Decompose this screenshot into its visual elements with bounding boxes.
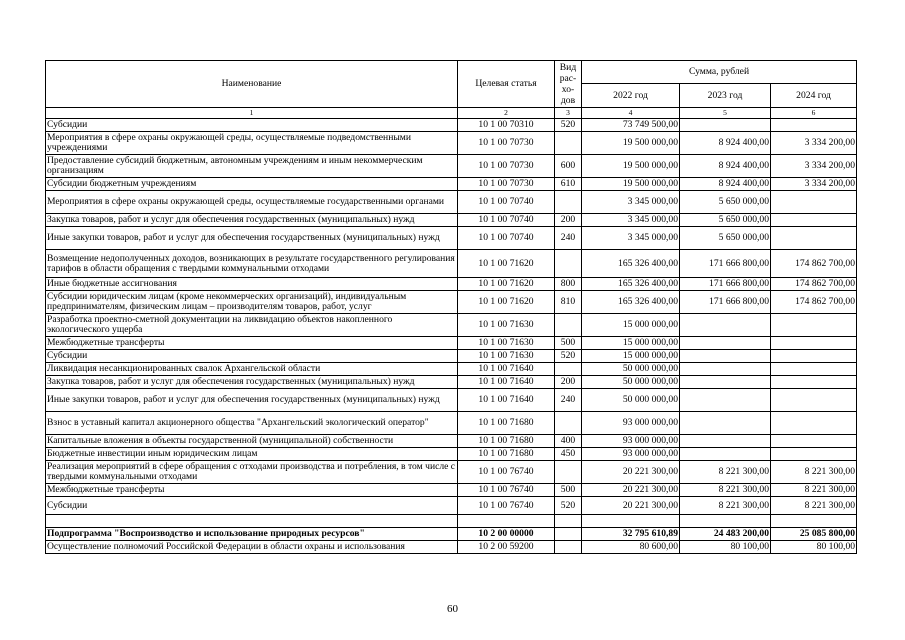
table-row	[46, 250, 857, 278]
row-name: Иные закупки товаров, работ и услуг для обеспечения государственных (муниципальных) нужд	[46, 227, 458, 250]
row-expense-type	[555, 250, 582, 278]
row-amount-2022: 165 326 400,00	[582, 278, 680, 291]
table-row	[46, 448, 857, 461]
row-amount-2024	[771, 389, 857, 412]
row-name: Закупка товаров, работ и услуг для обеспечения государственных (муниципальных) нужд	[46, 376, 458, 389]
row-target-code: 10 1 00 71640	[458, 363, 555, 376]
column-number: 3	[555, 108, 582, 119]
row-expense-type: 520	[555, 350, 582, 363]
row-name	[46, 515, 458, 528]
row-amount-2022: 19 500 000,00	[582, 178, 680, 191]
row-amount-2024	[771, 314, 857, 337]
row-name: Мероприятия в сфере охраны окружающей среды, осуществляемые подведомственными учреждениями	[46, 132, 458, 155]
row-expense-type: 200	[555, 376, 582, 389]
row-amount-2022: 19 500 000,00	[582, 132, 680, 155]
row-amount-2022: 80 600,00	[582, 541, 680, 554]
row-amount-2022: 15 000 000,00	[582, 350, 680, 363]
row-amount-2024: 25 085 800,00	[771, 528, 857, 541]
row-expense-type	[555, 191, 582, 214]
row-amount-2023: 5 650 000,00	[680, 227, 771, 250]
row-amount-2023: 171 666 800,00	[680, 278, 771, 291]
row-name: Закупка товаров, работ и услуг для обеспечения государственных (муниципальных) нужд	[46, 214, 458, 227]
row-amount-2023	[680, 314, 771, 337]
row-expense-type: 610	[555, 178, 582, 191]
row-target-code: 10 1 00 71680	[458, 448, 555, 461]
row-amount-2023: 8 221 300,00	[680, 497, 771, 515]
row-amount-2022: 93 000 000,00	[582, 412, 680, 435]
row-target-code: 10 1 00 70310	[458, 119, 555, 132]
table-row	[46, 314, 857, 337]
row-name: Бюджетные инвестиции иным юридическим лицам	[46, 448, 458, 461]
row-amount-2023	[680, 337, 771, 350]
row-amount-2023: 8 221 300,00	[680, 461, 771, 484]
row-name: Возмещение недополученных доходов, возникающих в результате государственного регулирования тарифов в области обращения с твердыми коммунальными отходами	[46, 250, 458, 278]
row-amount-2023: 5 650 000,00	[680, 191, 771, 214]
table-row	[46, 363, 857, 376]
row-amount-2024	[771, 435, 857, 448]
row-amount-2024: 174 862 700,00	[771, 250, 857, 278]
row-amount-2023: 8 221 300,00	[680, 484, 771, 497]
row-amount-2023	[680, 435, 771, 448]
column-number: 6	[771, 108, 857, 119]
row-expense-type: 500	[555, 337, 582, 350]
row-expense-type: 240	[555, 227, 582, 250]
row-expense-type: 520	[555, 497, 582, 515]
table-row	[46, 435, 857, 448]
row-expense-type: 800	[555, 278, 582, 291]
row-name: Субсидии	[46, 350, 458, 363]
row-amount-2024	[771, 227, 857, 250]
table-row-subprogram	[46, 528, 857, 541]
table-row	[46, 412, 857, 435]
table-row	[46, 376, 857, 389]
table-row	[46, 484, 857, 497]
row-name: Ликвидация несанкционированных свалок Архангельской области	[46, 363, 458, 376]
row-target-code: 10 1 00 71620	[458, 278, 555, 291]
row-amount-2022: 3 345 000,00	[582, 227, 680, 250]
row-target-code: 10 1 00 71630	[458, 314, 555, 337]
header-year-2023: 2023 год	[680, 84, 771, 108]
row-amount-2024	[771, 363, 857, 376]
row-expense-type	[555, 314, 582, 337]
row-expense-type: 240	[555, 389, 582, 412]
row-name: Иные закупки товаров, работ и услуг для обеспечения государственных (муниципальных) нужд	[46, 389, 458, 412]
row-amount-2024: 8 221 300,00	[771, 484, 857, 497]
row-target-code: 10 1 00 71680	[458, 435, 555, 448]
row-expense-type: 600	[555, 155, 582, 178]
row-amount-2024	[771, 119, 857, 132]
row-target-code: 10 2 00 00000	[458, 528, 555, 541]
row-amount-2022: 93 000 000,00	[582, 435, 680, 448]
row-amount-2023: 5 650 000,00	[680, 214, 771, 227]
row-amount-2024: 3 334 200,00	[771, 155, 857, 178]
row-name: Реализация мероприятий в сфере обращения с отходами производства и потребления, в том числе с твердыми коммунальными отходами	[46, 461, 458, 484]
row-amount-2024: 80 100,00	[771, 541, 857, 554]
row-amount-2022: 165 326 400,00	[582, 250, 680, 278]
row-target-code: 10 1 00 71630	[458, 337, 555, 350]
row-amount-2023	[680, 119, 771, 132]
row-amount-2023: 8 924 400,00	[680, 178, 771, 191]
row-amount-2022: 19 500 000,00	[582, 155, 680, 178]
column-numbers-row	[46, 108, 857, 119]
row-name: Взнос в уставный капитал акционерного общества "Архангельский экологический оператор"	[46, 412, 458, 435]
table-row	[46, 132, 857, 155]
column-number: 2	[458, 108, 555, 119]
row-target-code: 10 1 00 70730	[458, 155, 555, 178]
row-target-code: 10 1 00 70740	[458, 191, 555, 214]
row-amount-2024	[771, 337, 857, 350]
row-target-code	[458, 515, 555, 528]
row-amount-2022: 20 221 300,00	[582, 484, 680, 497]
row-target-code: 10 1 00 71620	[458, 291, 555, 314]
row-amount-2023: 8 924 400,00	[680, 155, 771, 178]
page-number: 60	[447, 603, 458, 615]
row-expense-type: 520	[555, 119, 582, 132]
row-amount-2022: 3 345 000,00	[582, 214, 680, 227]
row-amount-2023	[680, 448, 771, 461]
row-expense-type: 450	[555, 448, 582, 461]
row-amount-2023	[680, 515, 771, 528]
row-amount-2023: 80 100,00	[680, 541, 771, 554]
table-row-empty	[46, 515, 857, 528]
row-amount-2022: 50 000 000,00	[582, 376, 680, 389]
row-amount-2024: 3 334 200,00	[771, 132, 857, 155]
column-number: 5	[680, 108, 771, 119]
row-target-code: 10 1 00 70730	[458, 132, 555, 155]
row-name: Осуществление полномочий Российской Федерации в области охраны и использования	[46, 541, 458, 554]
row-amount-2023: 24 483 200,00	[680, 528, 771, 541]
table-row	[46, 461, 857, 484]
row-amount-2023	[680, 363, 771, 376]
row-amount-2023	[680, 389, 771, 412]
row-amount-2024	[771, 214, 857, 227]
column-number: 4	[582, 108, 680, 119]
row-name: Мероприятия в сфере охраны окружающей среды, осуществляемые государственными органами	[46, 191, 458, 214]
row-name: Межбюджетные трансферты	[46, 484, 458, 497]
header-target-article: Целевая статья	[458, 61, 555, 108]
table-row	[46, 214, 857, 227]
row-amount-2024: 174 862 700,00	[771, 291, 857, 314]
row-amount-2022: 50 000 000,00	[582, 363, 680, 376]
row-amount-2024: 8 221 300,00	[771, 461, 857, 484]
row-amount-2022: 15 000 000,00	[582, 337, 680, 350]
row-name: Субсидии бюджетным учреждениям	[46, 178, 458, 191]
header-sum: Сумма, рублей	[582, 61, 857, 84]
row-amount-2024	[771, 448, 857, 461]
row-target-code: 10 1 00 71680	[458, 412, 555, 435]
row-expense-type	[555, 528, 582, 541]
table-row	[46, 191, 857, 214]
row-amount-2024	[771, 191, 857, 214]
row-target-code: 10 1 00 76740	[458, 484, 555, 497]
row-amount-2024: 3 334 200,00	[771, 178, 857, 191]
header-expense-type: Вид рас-хо-дов	[555, 61, 582, 108]
row-target-code: 10 1 00 70740	[458, 214, 555, 227]
row-name: Предоставление субсидий бюджетным, автономным учреждениям и иным некоммерческим организациям	[46, 155, 458, 178]
table-row	[46, 178, 857, 191]
table-row	[46, 350, 857, 363]
row-name: Подпрограмма "Воспроизводство и использование природных ресурсов"	[46, 528, 458, 541]
row-expense-type	[555, 132, 582, 155]
row-expense-type	[555, 363, 582, 376]
row-amount-2022: 165 326 400,00	[582, 291, 680, 314]
row-target-code: 10 1 00 71640	[458, 389, 555, 412]
row-amount-2022: 32 795 610,89	[582, 528, 680, 541]
row-expense-type	[555, 515, 582, 528]
row-target-code: 10 1 00 71640	[458, 376, 555, 389]
row-amount-2022: 20 221 300,00	[582, 497, 680, 515]
table-row	[46, 541, 857, 554]
row-expense-type: 500	[555, 484, 582, 497]
table-row	[46, 389, 857, 412]
row-expense-type	[555, 461, 582, 484]
header-year-2024: 2024 год	[771, 84, 857, 108]
row-amount-2023	[680, 376, 771, 389]
row-amount-2022: 20 221 300,00	[582, 461, 680, 484]
row-target-code: 10 1 00 71620	[458, 250, 555, 278]
column-number: 1	[46, 108, 458, 119]
row-expense-type	[555, 412, 582, 435]
row-name: Иные бюджетные ассигнования	[46, 278, 458, 291]
row-expense-type: 200	[555, 214, 582, 227]
row-amount-2022: 73 749 500,00	[582, 119, 680, 132]
row-expense-type: 400	[555, 435, 582, 448]
row-amount-2024: 174 862 700,00	[771, 278, 857, 291]
table-row	[46, 497, 857, 515]
row-amount-2024	[771, 412, 857, 435]
row-amount-2024: 8 221 300,00	[771, 497, 857, 515]
row-name: Капитальные вложения в объекты государственной (муниципальной) собственности	[46, 435, 458, 448]
budget-table	[45, 60, 857, 554]
table-row	[46, 337, 857, 350]
row-name: Субсидии юридическим лицам (кроме некоммерческих организаций), индивидуальным предпринимателям, физическим лицам – производителям товаров, работ, услуг	[46, 291, 458, 314]
row-amount-2022: 93 000 000,00	[582, 448, 680, 461]
row-amount-2024	[771, 350, 857, 363]
table-row	[46, 227, 857, 250]
row-target-code: 10 1 00 76740	[458, 497, 555, 515]
table-row	[46, 291, 857, 314]
table-row	[46, 119, 857, 132]
row-amount-2022	[582, 515, 680, 528]
row-amount-2022: 15 000 000,00	[582, 314, 680, 337]
table-row	[46, 278, 857, 291]
row-amount-2023	[680, 350, 771, 363]
row-name: Субсидии	[46, 497, 458, 515]
header-year-2022: 2022 год	[582, 84, 680, 108]
row-amount-2023	[680, 412, 771, 435]
row-name: Субсидии	[46, 119, 458, 132]
header-name: Наименование	[46, 61, 458, 108]
row-name: Межбюджетные трансферты	[46, 337, 458, 350]
row-target-code: 10 2 00 59200	[458, 541, 555, 554]
row-target-code: 10 1 00 70740	[458, 227, 555, 250]
table-row	[46, 155, 857, 178]
row-target-code: 10 1 00 70730	[458, 178, 555, 191]
row-amount-2024	[771, 515, 857, 528]
row-amount-2022: 3 345 000,00	[582, 191, 680, 214]
row-name: Разработка проектно-сметной документации на ликвидацию объектов накопленного экологического ущерба	[46, 314, 458, 337]
row-amount-2022: 50 000 000,00	[582, 389, 680, 412]
row-amount-2023: 171 666 800,00	[680, 250, 771, 278]
row-expense-type	[555, 541, 582, 554]
row-amount-2023: 8 924 400,00	[680, 132, 771, 155]
row-expense-type: 810	[555, 291, 582, 314]
row-amount-2023: 171 666 800,00	[680, 291, 771, 314]
row-target-code: 10 1 00 71630	[458, 350, 555, 363]
row-target-code: 10 1 00 76740	[458, 461, 555, 484]
row-amount-2024	[771, 376, 857, 389]
